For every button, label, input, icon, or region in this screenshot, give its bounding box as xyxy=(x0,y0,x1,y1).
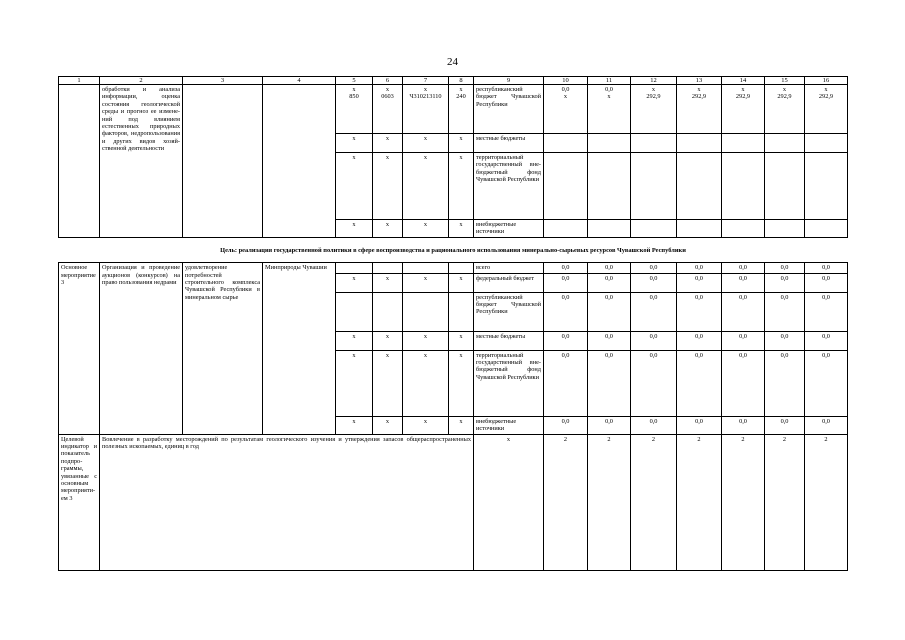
value-cell xyxy=(631,134,677,153)
value-cell: 0,0 xyxy=(722,331,765,350)
value-cell: 0,0 xyxy=(765,273,805,292)
code-cell-c5: x xyxy=(336,273,373,292)
value-cell: 0,0 xyxy=(631,331,677,350)
column-header: 11 xyxy=(588,77,631,85)
code-cell-c5 xyxy=(336,292,373,331)
code-cell-c8: x xyxy=(449,220,474,238)
value-cell: 0,0 xyxy=(544,416,588,434)
value-cell xyxy=(722,153,765,220)
code-cell-c7: x xyxy=(403,220,449,238)
column-header: 8 xyxy=(449,77,474,85)
value-cell xyxy=(805,220,848,238)
indicator-source-cell: x xyxy=(474,434,544,570)
value-cell: 0,0 xyxy=(631,273,677,292)
code-cell-c5: x xyxy=(336,416,373,434)
value-cell: 0,0 xyxy=(677,416,722,434)
code-cell-c7: x Ч310213110 xyxy=(403,85,449,134)
value-cell: 0,0 xyxy=(631,263,677,273)
funding-source-cell: всего xyxy=(474,263,544,273)
value-cell xyxy=(765,153,805,220)
value-cell: 0,0 xyxy=(765,263,805,273)
funding-source-cell: внебюджетные источники xyxy=(474,220,544,238)
column-header: 5 xyxy=(336,77,373,85)
indicator-value: 2 xyxy=(765,434,805,570)
column-header: 7 xyxy=(403,77,449,85)
code-cell-c6: x 0603 xyxy=(373,85,403,134)
value-cell xyxy=(588,220,631,238)
code-cell-c8: x xyxy=(449,273,474,292)
value-cell: 0,0 xyxy=(631,350,677,416)
value-cell: 0,0 xyxy=(677,331,722,350)
code-cell-c5 xyxy=(336,263,373,273)
value-cell xyxy=(544,220,588,238)
value-cell xyxy=(544,134,588,153)
goal-text: Цель: реализация государственной политики в сфере воспроизводства и рационального использования минерально-сырьевых ресурсов Чувашской Республики xyxy=(59,237,848,262)
funding-source-cell: территориальный государственный внебюджетный фонд Чувашской Республики xyxy=(474,350,544,416)
column-header: 15 xyxy=(765,77,805,85)
value-cell: 0,0 xyxy=(588,292,631,331)
funding-source-cell: местные бюджеты xyxy=(474,331,544,350)
column-header: 16 xyxy=(805,77,848,85)
value-cell: 0,0 xyxy=(805,416,848,434)
value-cell: 0,0 x xyxy=(588,85,631,134)
value-cell: x 292,9 xyxy=(677,85,722,134)
value-cell xyxy=(765,134,805,153)
value-cell: 0,0 xyxy=(765,331,805,350)
column-header: 3 xyxy=(183,77,263,85)
table-body xyxy=(59,77,848,571)
funding-source-cell: местные бюджеты xyxy=(474,134,544,153)
value-cell: 0,0 xyxy=(544,273,588,292)
value-cell: 0,0 xyxy=(722,273,765,292)
value-cell xyxy=(805,134,848,153)
value-cell: 0,0 x xyxy=(544,85,588,134)
value-cell: 0,0 xyxy=(805,350,848,416)
value-cell: 0,0 xyxy=(805,331,848,350)
indicator-value: 2 xyxy=(722,434,765,570)
empty-cell xyxy=(59,85,100,238)
code-cell-c8: x xyxy=(449,134,474,153)
main-measure-label: Основное мероприятие 3 xyxy=(59,263,100,434)
value-cell: 0,0 xyxy=(677,350,722,416)
indicator-label: Целевой индикатор и показатель подпрограммы, увязанные с основным мероприятием 3 xyxy=(59,434,100,570)
code-cell-c5: x 850 xyxy=(336,85,373,134)
code-cell-c8: x xyxy=(449,416,474,434)
value-cell: 0,0 xyxy=(722,263,765,273)
value-cell xyxy=(677,153,722,220)
code-cell-c8: x xyxy=(449,350,474,416)
value-cell: 0,0 xyxy=(677,273,722,292)
value-cell: 0,0 xyxy=(544,263,588,273)
indicator-value: 2 xyxy=(544,434,588,570)
code-cell-c7: x xyxy=(403,273,449,292)
code-cell-c7: x xyxy=(403,350,449,416)
column-header: 9 xyxy=(474,77,544,85)
responsible-executor: Минприроды Чувашии xyxy=(263,263,336,434)
measure-description: обработки и анализа информации, оценка состояния геологической среды и прогноз ее изменений под влиянием естественных природных факторов, недропользования и других видов хозяйственной деятельности xyxy=(100,85,183,238)
code-cell-c7: x xyxy=(403,416,449,434)
code-cell-c8 xyxy=(449,292,474,331)
column-header: 6 xyxy=(373,77,403,85)
code-cell-c8: x 240 xyxy=(449,85,474,134)
value-cell xyxy=(765,220,805,238)
value-cell: 0,0 xyxy=(805,292,848,331)
code-cell-c6 xyxy=(373,263,403,273)
value-cell: 0,0 xyxy=(765,350,805,416)
column-header: 1 xyxy=(59,77,100,85)
value-cell xyxy=(631,153,677,220)
code-cell-c8: x xyxy=(449,331,474,350)
value-cell: 0,0 xyxy=(588,416,631,434)
code-cell-c6: x xyxy=(373,153,403,220)
code-cell-c8: x xyxy=(449,153,474,220)
indicator-value: 2 xyxy=(677,434,722,570)
code-cell-c5: x xyxy=(336,153,373,220)
value-cell: 0,0 xyxy=(722,292,765,331)
funding-source-cell: внебюджетные источники xyxy=(474,416,544,434)
program-table xyxy=(58,76,848,571)
value-cell: 0,0 xyxy=(588,263,631,273)
table-row xyxy=(59,263,848,273)
code-cell-c6: x xyxy=(373,134,403,153)
value-cell: 0,0 xyxy=(631,292,677,331)
value-cell: 0,0 xyxy=(765,292,805,331)
funding-source-cell: территориальный государственный внебюджетный фонд Чувашской Республики xyxy=(474,153,544,220)
column-header: 10 xyxy=(544,77,588,85)
code-cell-c5: x xyxy=(336,331,373,350)
value-cell: 0,0 xyxy=(677,263,722,273)
column-header: 13 xyxy=(677,77,722,85)
value-cell xyxy=(722,134,765,153)
code-cell-c7 xyxy=(403,292,449,331)
value-cell xyxy=(631,220,677,238)
measure-name: Организация и проведение аукционов (конкурсов) на право пользования недрами xyxy=(100,263,183,434)
value-cell: 0,0 xyxy=(544,350,588,416)
funding-source-cell: федеральный бюджет xyxy=(474,273,544,292)
code-cell-c7: x xyxy=(403,331,449,350)
column-header: 2 xyxy=(100,77,183,85)
code-cell-c7 xyxy=(403,263,449,273)
empty-cell xyxy=(183,85,263,238)
value-cell: x 292,9 xyxy=(805,85,848,134)
column-header: 4 xyxy=(263,77,336,85)
column-header: 12 xyxy=(631,77,677,85)
value-cell: 0,0 xyxy=(588,331,631,350)
code-cell-c6: x xyxy=(373,273,403,292)
indicator-value: 2 xyxy=(588,434,631,570)
code-cell-c5: x xyxy=(336,350,373,416)
value-cell xyxy=(677,134,722,153)
table-row xyxy=(59,85,848,134)
value-cell: x 292,9 xyxy=(765,85,805,134)
indicator-row xyxy=(59,434,848,570)
page-number: 24 xyxy=(447,56,458,68)
expected-result: удовлетворение потребностей строительного комплекса Чувашской Республики в минеральном сырье xyxy=(183,263,263,434)
indicator-value: 2 xyxy=(805,434,848,570)
funding-source-cell: республиканский бюджет Чувашской Республики xyxy=(474,85,544,134)
value-cell xyxy=(805,153,848,220)
code-cell-c6: x xyxy=(373,331,403,350)
value-cell: 0,0 xyxy=(588,350,631,416)
goal-row xyxy=(59,237,848,262)
indicator-value: 2 xyxy=(631,434,677,570)
value-cell: 0,0 xyxy=(677,292,722,331)
code-cell-c6 xyxy=(373,292,403,331)
value-cell: x 292,9 xyxy=(722,85,765,134)
funding-source-cell: республиканский бюджет Чувашской Республики xyxy=(474,292,544,331)
value-cell xyxy=(544,153,588,220)
code-cell-c5: x xyxy=(336,134,373,153)
code-cell-c6: x xyxy=(373,220,403,238)
code-cell-c7: x xyxy=(403,134,449,153)
value-cell: 0,0 xyxy=(544,331,588,350)
code-cell-c7: x xyxy=(403,153,449,220)
value-cell xyxy=(722,220,765,238)
value-cell xyxy=(588,153,631,220)
column-header: 14 xyxy=(722,77,765,85)
value-cell: 0,0 xyxy=(805,273,848,292)
value-cell xyxy=(677,220,722,238)
empty-cell xyxy=(263,85,336,238)
value-cell xyxy=(588,134,631,153)
code-cell-c6: x xyxy=(373,416,403,434)
value-cell: 0,0 xyxy=(722,350,765,416)
value-cell: 0,0 xyxy=(722,416,765,434)
value-cell: 0,0 xyxy=(765,416,805,434)
value-cell: 0,0 xyxy=(544,292,588,331)
value-cell: x 292,9 xyxy=(631,85,677,134)
code-cell-c8 xyxy=(449,263,474,273)
column-number-row xyxy=(59,77,848,85)
value-cell: 0,0 xyxy=(805,263,848,273)
code-cell-c5: x xyxy=(336,220,373,238)
code-cell-c6: x xyxy=(373,350,403,416)
value-cell: 0,0 xyxy=(631,416,677,434)
value-cell: 0,0 xyxy=(588,273,631,292)
indicator-text: Вовлечение в разработку месторождений по результатам геологического изучения и утверждения запасов общераспространенных полезных ископаемых, единиц в год xyxy=(100,434,474,570)
